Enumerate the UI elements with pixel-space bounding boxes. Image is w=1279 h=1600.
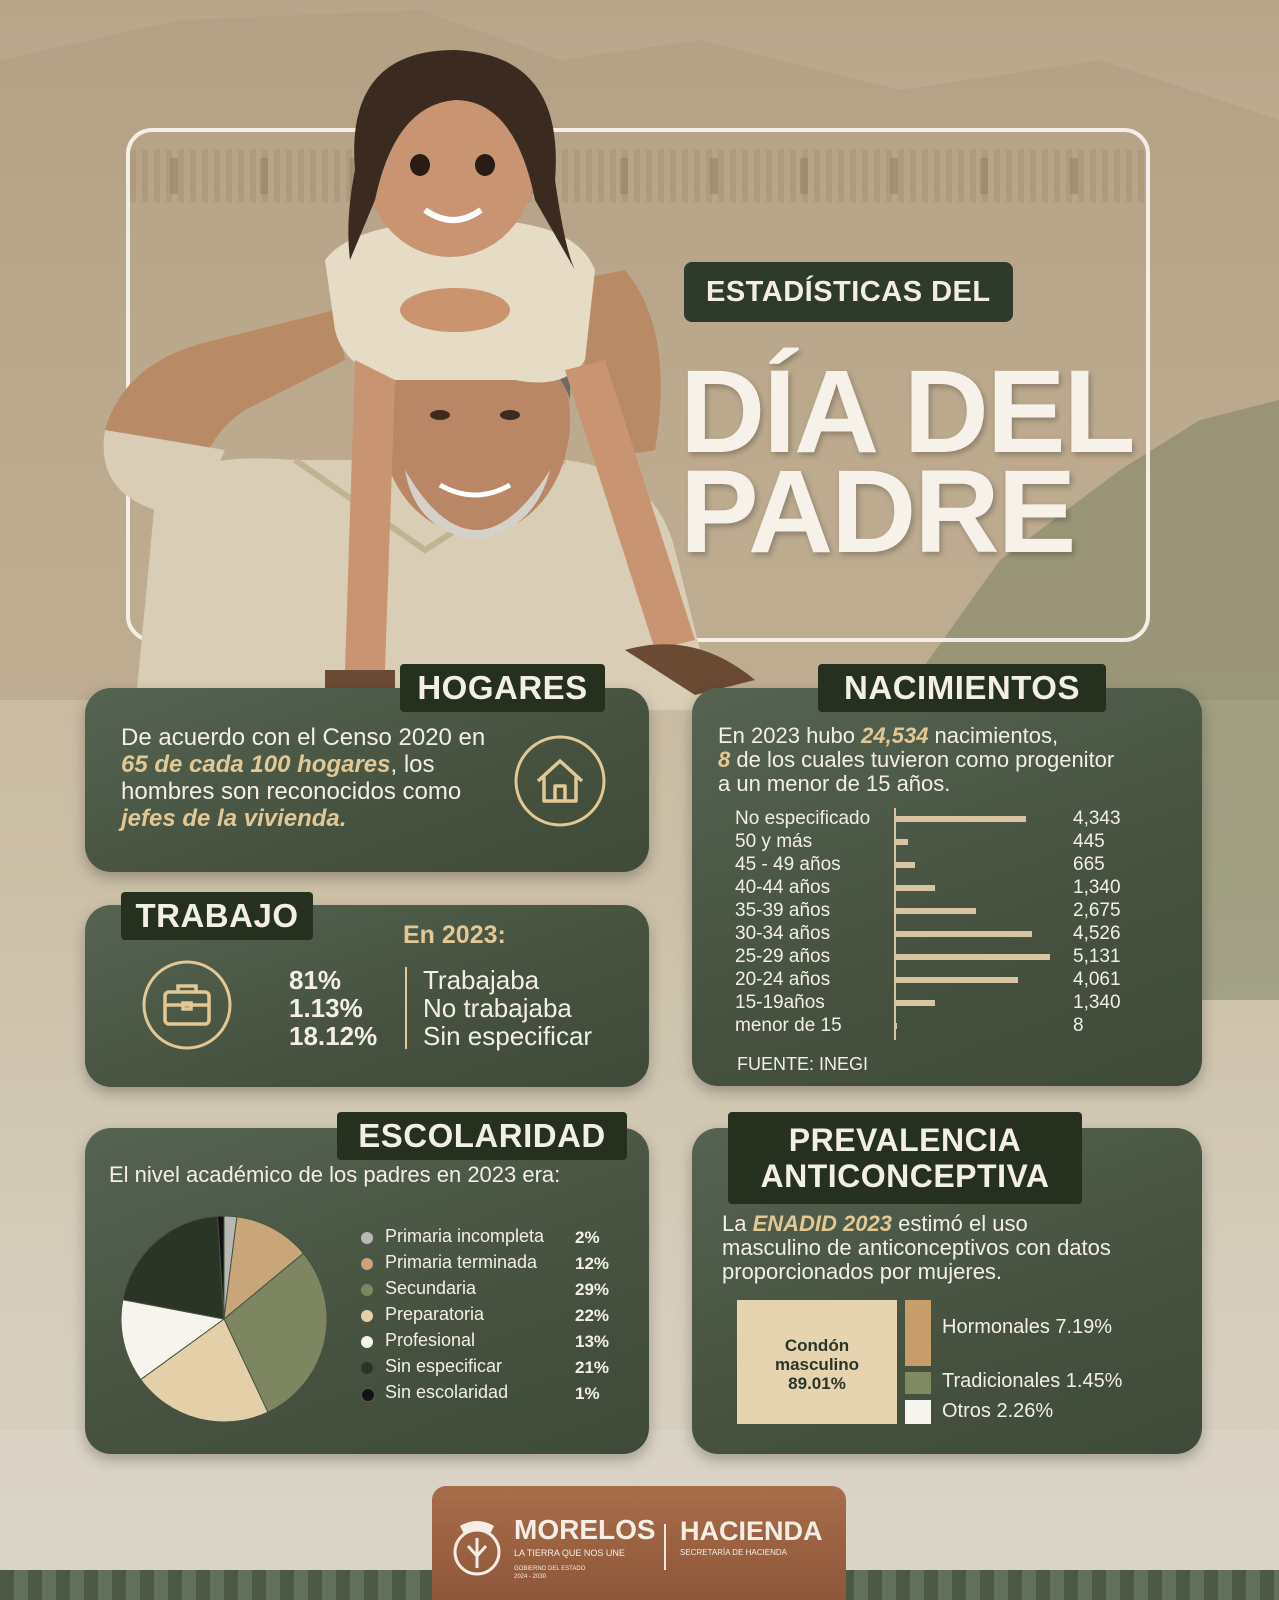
nacimientos-title: NACIMIENTOS xyxy=(818,664,1106,712)
bar-category-label: 35-39 años xyxy=(735,900,831,921)
trabajo-label-1: Trabajaba xyxy=(423,965,540,995)
bar-category-label: 25-29 años xyxy=(735,946,831,967)
bar-value-label: 5,131 xyxy=(1073,946,1121,967)
trabajo-pct-3: 18.12% xyxy=(289,1021,378,1051)
title-line-2: PADRE xyxy=(680,446,1075,578)
hacienda-brand: HACIENDA xyxy=(680,1516,823,1546)
gov-label: GOBIERNO DEL ESTADO xyxy=(514,1566,586,1572)
legend-label: Profesional xyxy=(385,1330,476,1350)
enadid-highlight: ENADID 2023 xyxy=(752,1211,892,1236)
bar-category-label: 20-24 años xyxy=(735,969,831,990)
tradicionales-label: Tradicionales 1.45% xyxy=(942,1370,1123,1392)
bar-category-label: No especificado xyxy=(735,808,871,829)
legend-value: 2% xyxy=(575,1228,600,1247)
trabajo-subtitle: En 2023: xyxy=(403,921,506,949)
bar-row xyxy=(735,923,1175,946)
bar-row xyxy=(735,1015,1175,1038)
condon-label-1: Condón xyxy=(784,1336,850,1355)
bar xyxy=(895,1000,935,1006)
escolaridad-card xyxy=(85,1128,649,1454)
bar-category-label: 45 - 49 años xyxy=(735,854,841,875)
bar-row xyxy=(735,854,1175,877)
pie-legend xyxy=(361,1226,631,1426)
legend-item xyxy=(361,1252,631,1278)
legend-value: 1% xyxy=(575,1384,600,1403)
bar-row xyxy=(735,946,1175,969)
bar-value-label: 1,340 xyxy=(1073,992,1121,1013)
footer-logos xyxy=(432,1486,846,1600)
legend-dot-icon xyxy=(361,1258,373,1270)
bar xyxy=(895,954,1050,960)
bar-value-label: 4,526 xyxy=(1073,923,1121,944)
legend-item xyxy=(361,1304,631,1330)
bar-row xyxy=(735,808,1175,831)
trabajo-row-2 xyxy=(289,993,629,1023)
legend-label: Sin especificar xyxy=(385,1356,503,1376)
nacimientos-intro: En 2023 hubo 24,534 nacimientos, 8 de los cuales tuvieron como progenitor a un menor de 15 años. xyxy=(718,723,1115,796)
tradicionales-box xyxy=(905,1372,931,1394)
bar-row xyxy=(735,877,1175,900)
trabajo-pct-2: 1.13% xyxy=(289,993,363,1023)
trabajo-row-1 xyxy=(289,965,629,995)
bar-value-label: 445 xyxy=(1073,831,1105,852)
bar-value-label: 8 xyxy=(1073,1015,1084,1036)
bar xyxy=(895,885,935,891)
morelos-seal-icon xyxy=(450,1516,504,1578)
title-line-1: DÍA DEL xyxy=(680,346,1134,478)
legend-value: 13% xyxy=(575,1332,610,1351)
legend-value: 22% xyxy=(575,1306,610,1325)
bar xyxy=(895,862,915,868)
legend-label: Primaria terminada xyxy=(385,1252,538,1272)
hormonales-label: Hormonales 7.19% xyxy=(942,1316,1113,1338)
bar xyxy=(895,931,1032,937)
bar xyxy=(895,1023,897,1029)
hacienda-sub: SECRETARÍA DE HACIENDA xyxy=(680,1548,787,1557)
otros-box xyxy=(905,1400,931,1424)
bar-row xyxy=(735,992,1175,1015)
births-by-age-chart xyxy=(735,808,1185,1048)
bar-category-label: menor de 15 xyxy=(735,1015,842,1036)
condon-label-2: masculino xyxy=(774,1355,860,1374)
bar-category-label: 15-19años xyxy=(735,992,825,1013)
education-pie-chart xyxy=(119,1214,329,1424)
legend-item xyxy=(361,1278,631,1304)
bar xyxy=(895,908,976,914)
legend-dot-icon xyxy=(361,1336,373,1348)
main-title xyxy=(680,346,1134,578)
legend-value: 12% xyxy=(575,1254,610,1273)
trabajo-label-3: Sin especificar xyxy=(423,1021,593,1051)
bar-value-label: 1,340 xyxy=(1073,877,1121,898)
legend-value: 21% xyxy=(575,1358,610,1377)
bar xyxy=(895,816,1026,822)
bar-row xyxy=(735,831,1175,854)
trabajo-pct-1: 81% xyxy=(289,965,342,995)
condon-box xyxy=(737,1300,897,1424)
trabajo-label-2: No trabajaba xyxy=(423,993,572,1023)
hogares-highlight: 65 de cada 100 hogares xyxy=(121,751,391,778)
father-and-child-photo xyxy=(95,30,755,710)
bar xyxy=(895,977,1018,983)
legend-label: Sin escolaridad xyxy=(385,1382,509,1402)
hogares-text: De acuerdo con el Censo 2020 en 65 de cada 100 hogares, los hombres son reconocidos como jefes de la vivienda. xyxy=(121,724,486,832)
legend-label: Secundaria xyxy=(385,1278,477,1298)
legend-label: Preparatoria xyxy=(385,1304,485,1324)
bar-row xyxy=(735,969,1175,992)
legend-item xyxy=(361,1356,631,1382)
legend-dot-icon xyxy=(361,1310,373,1322)
legend-dot-icon xyxy=(361,1232,373,1244)
otros-label: Otros 2.26% xyxy=(942,1400,1054,1422)
nacimientos-total: 24,534 xyxy=(861,723,929,748)
legend-item xyxy=(361,1382,631,1408)
trabajo-title: TRABAJO xyxy=(121,892,313,940)
nacimientos-card xyxy=(692,688,1202,1086)
subtitle-chip: ESTADÍSTICAS DEL xyxy=(684,262,1013,322)
bar-value-label: 2,675 xyxy=(1073,900,1121,921)
bar-category-label: 40-44 años xyxy=(735,877,831,898)
hogares-card xyxy=(85,688,649,872)
briefcase-icon xyxy=(141,959,233,1051)
source-label: FUENTE: INEGI xyxy=(737,1054,869,1074)
escolaridad-intro: El nivel académico de los padres en 2023 era: xyxy=(109,1162,561,1187)
legend-item xyxy=(361,1226,631,1252)
jefes-highlight: jefes de la vivienda. xyxy=(121,805,347,832)
legend-value: 29% xyxy=(575,1280,610,1299)
bar xyxy=(895,839,908,845)
house-icon xyxy=(513,734,607,828)
hogares-title: HOGARES xyxy=(400,664,605,712)
bar-row xyxy=(735,900,1175,923)
nacimientos-menores: 8 xyxy=(718,747,731,772)
legend-item xyxy=(361,1330,631,1356)
bar-category-label: 30-34 años xyxy=(735,923,831,944)
prevalencia-title: PREVALENCIA ANTICONCEPTIVA xyxy=(728,1112,1082,1204)
legend-dot-icon xyxy=(361,1284,373,1296)
prevalencia-intro: La ENADID 2023 estimó el uso masculino de anticonceptivos con datos proporcionados por mujeres. xyxy=(722,1211,1111,1284)
footer-divider xyxy=(664,1524,666,1570)
hormonales-box xyxy=(905,1300,931,1366)
gov-years: 2024 - 2030 xyxy=(514,1574,547,1580)
bar-value-label: 4,061 xyxy=(1073,969,1121,990)
condon-value: 89.01% xyxy=(788,1374,846,1393)
trabajo-row-3 xyxy=(289,1021,629,1051)
escolaridad-title: ESCOLARIDAD xyxy=(337,1112,627,1160)
bar-value-label: 4,343 xyxy=(1073,808,1121,829)
bar-category-label: 50 y más xyxy=(735,831,813,852)
legend-label: Primaria incompleta xyxy=(385,1226,545,1246)
legend-dot-icon xyxy=(361,1362,373,1374)
morelos-brand: MORELOS xyxy=(514,1514,656,1545)
bar-value-label: 665 xyxy=(1073,854,1105,875)
morelos-tagline: LA TIERRA QUE NOS UNE xyxy=(514,1548,625,1558)
legend-dot-icon xyxy=(361,1388,375,1402)
